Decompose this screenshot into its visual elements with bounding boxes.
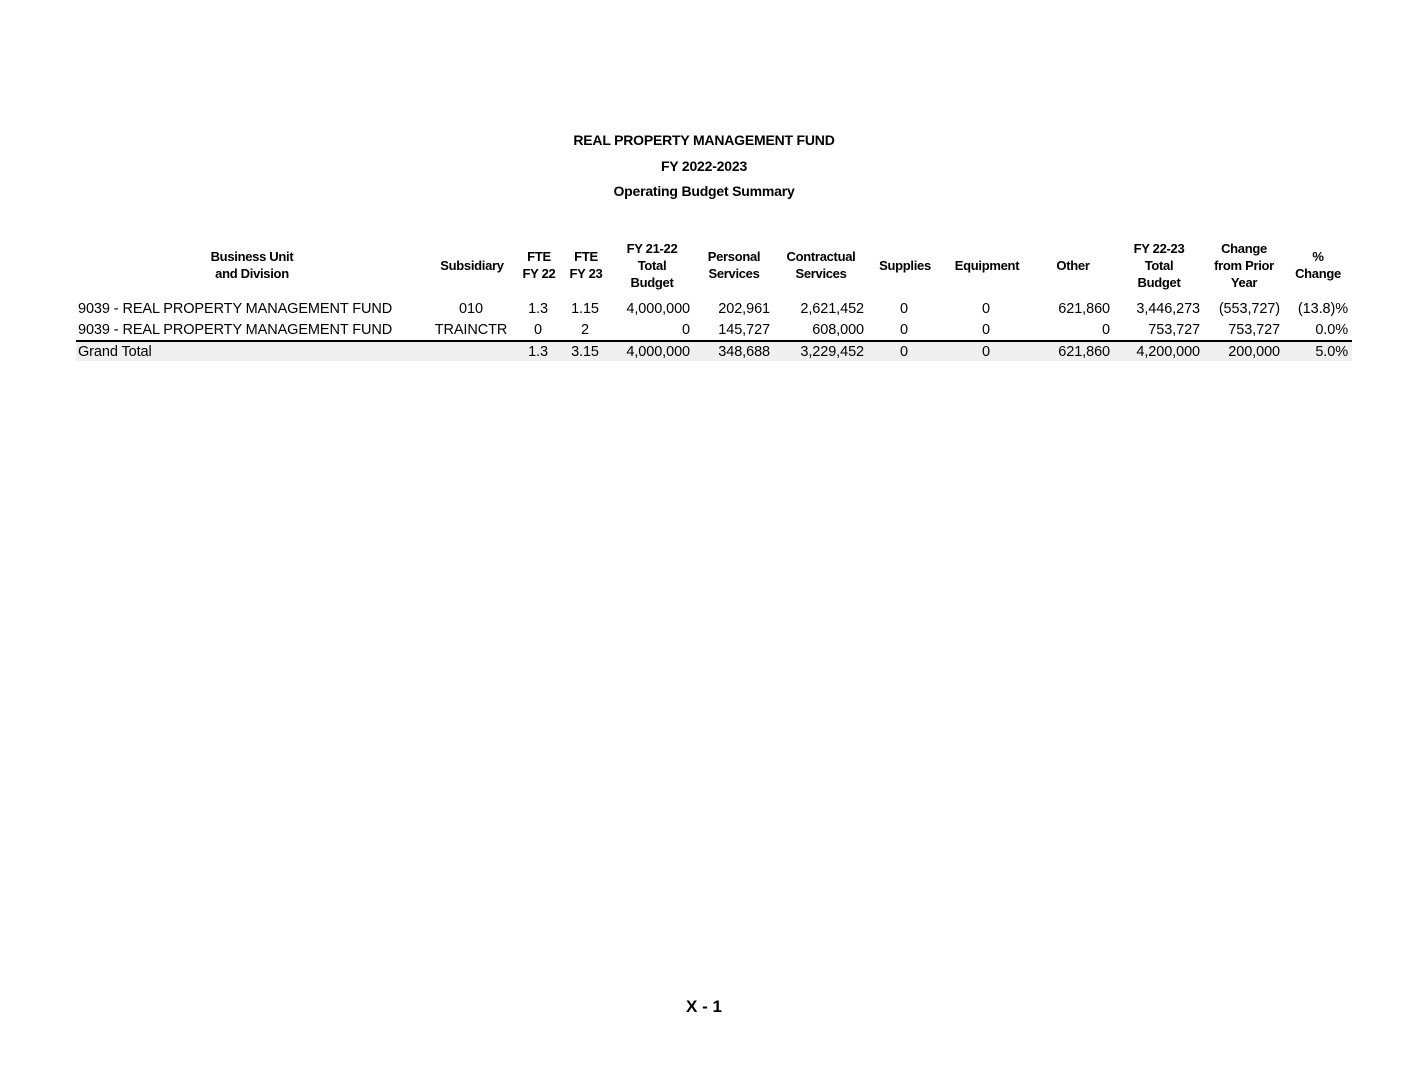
col-header-fy2223-total-budget: FY 22-23 Total Budget	[1133, 240, 1185, 290]
cell-fte-fy22: 1.3	[528, 300, 548, 317]
grand-total-pct-change: 5.0%	[1284, 341, 1352, 361]
cell-equipment: 0	[982, 321, 990, 338]
cell-fy2223-total: 753,727	[1148, 321, 1200, 338]
cell-subsidiary: 010	[459, 300, 483, 317]
col-header-contractual-services: Contractual Services	[786, 249, 856, 281]
col-header-change-from-prior-year: Change from Prior Year	[1214, 240, 1274, 290]
report-subtitle: Operating Budget Summary	[613, 183, 795, 199]
cell-fy2122-total: 0	[682, 321, 690, 338]
grand-total-other: 621,860	[1032, 341, 1114, 361]
col-header-pct-change: % Change	[1295, 249, 1341, 281]
report-title-block	[0, 130, 1408, 207]
grand-total-equipment: 0	[942, 341, 1032, 361]
table-row	[76, 292, 1352, 319]
col-header-fy2122-total-budget: FY 21-22 Total Budget	[626, 240, 678, 290]
budget-summary-table	[76, 238, 1352, 361]
col-header-fte-fy22: FTE FY 22	[522, 249, 556, 281]
grand-total-personal-services: 348,688	[694, 341, 774, 361]
cell-change: 753,727	[1228, 321, 1280, 338]
col-header-equipment: Equipment	[954, 257, 1020, 273]
grand-total-subsidiary	[428, 341, 516, 361]
col-header-other: Other	[1056, 257, 1090, 273]
cell-subsidiary: TRAINCTR	[434, 321, 508, 338]
cell-personal-services: 145,727	[718, 321, 770, 338]
cell-change: (553,727)	[1218, 300, 1280, 317]
table-row	[76, 319, 1352, 341]
grand-total-label: Grand Total	[76, 341, 428, 361]
grand-total-fte-fy22: 1.3	[516, 341, 562, 361]
cell-business-unit: 9039 - REAL PROPERTY MANAGEMENT FUND	[78, 321, 393, 338]
cell-equipment: 0	[982, 300, 990, 317]
table-header-row	[76, 238, 1352, 292]
col-header-business-unit: Business Unit and Division	[210, 249, 294, 281]
grand-total-fy2223-total: 4,200,000	[1114, 341, 1204, 361]
grand-total-change: 200,000	[1204, 341, 1284, 361]
cell-fte-fy22: 0	[534, 321, 542, 338]
grand-total-row	[76, 341, 1352, 361]
cell-supplies: 0	[900, 321, 908, 338]
col-header-fte-fy23: FTE FY 23	[569, 249, 603, 281]
col-header-personal-services: Personal Services	[707, 249, 761, 281]
cell-contractual-services: 2,621,452	[800, 300, 864, 317]
page-number: X - 1	[686, 997, 722, 1016]
cell-business-unit: 9039 - REAL PROPERTY MANAGEMENT FUND	[78, 300, 393, 317]
cell-fy2223-total: 3,446,273	[1136, 300, 1200, 317]
cell-other: 0	[1102, 321, 1110, 338]
cell-fy2122-total: 4,000,000	[626, 300, 690, 317]
grand-total-fy2122-total: 4,000,000	[610, 341, 694, 361]
cell-other: 621,860	[1058, 300, 1110, 317]
col-header-supplies: Supplies	[879, 257, 931, 273]
report-title: REAL PROPERTY MANAGEMENT FUND	[573, 132, 835, 148]
cell-fte-fy23: 2	[581, 321, 589, 338]
cell-fte-fy23: 1.15	[571, 300, 599, 317]
cell-pct-change: 0.0%	[1315, 321, 1348, 338]
cell-contractual-services: 608,000	[812, 321, 864, 338]
cell-supplies: 0	[900, 300, 908, 317]
grand-total-fte-fy23: 3.15	[562, 341, 610, 361]
grand-total-contractual-services: 3,229,452	[774, 341, 868, 361]
cell-personal-services: 202,961	[718, 300, 770, 317]
cell-pct-change: (13.8)%	[1297, 300, 1348, 317]
grand-total-supplies: 0	[868, 341, 942, 361]
col-header-subsidiary: Subsidiary	[440, 257, 504, 273]
fiscal-year-title: FY 2022-2023	[660, 157, 748, 174]
